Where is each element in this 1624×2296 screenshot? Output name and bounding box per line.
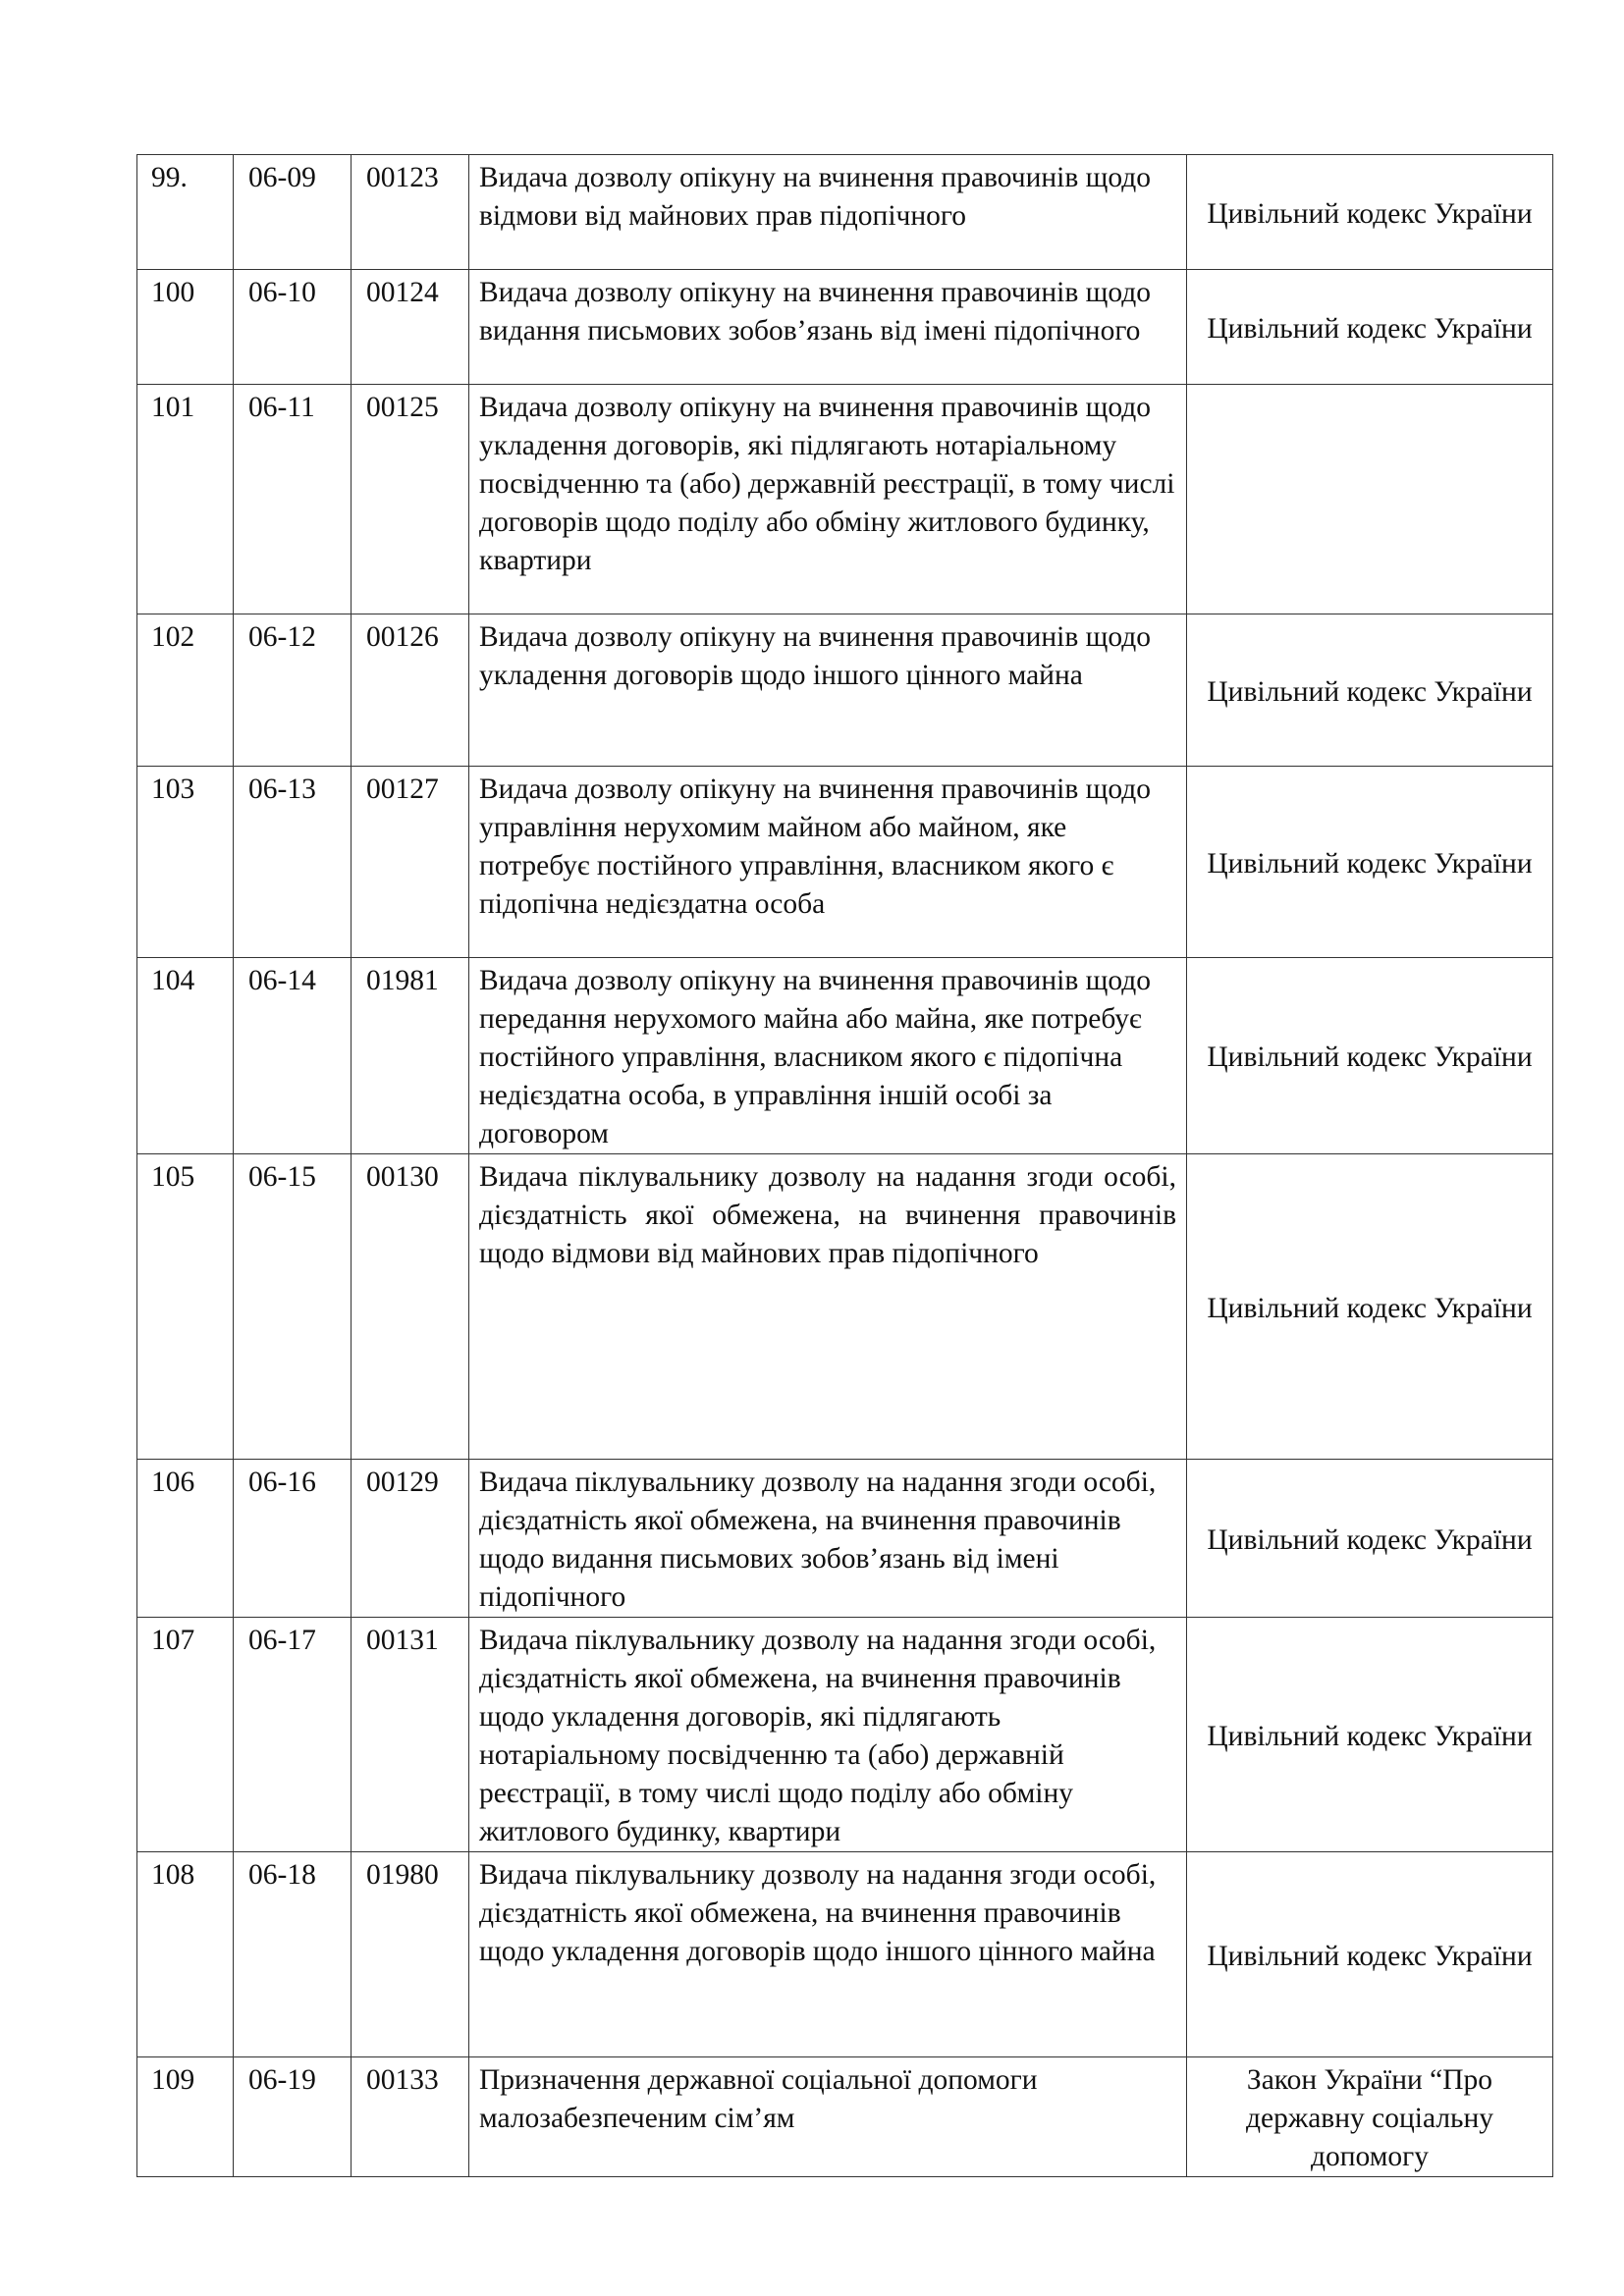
row-id: 01981 (352, 958, 469, 1154)
row-legal-basis: Закон України “Про державну соціальну допомогу (1187, 2057, 1553, 2177)
services-table (136, 154, 1553, 2177)
table-row (137, 2057, 1553, 2177)
row-legal-basis (1187, 385, 1553, 614)
row-id: 00123 (352, 155, 469, 270)
row-legal-basis: Цивільний кодекс України (1187, 155, 1553, 270)
table-row (137, 1852, 1553, 2057)
row-id: 00131 (352, 1618, 469, 1852)
table-row (137, 155, 1553, 270)
services-table-body (137, 155, 1553, 2177)
row-id: 00124 (352, 270, 469, 385)
row-id: 00125 (352, 385, 469, 614)
row-service-title: Видача дозволу опікуну на вчинення правочинів щодо укладення договорів, які підлягають нотаріальному посвідченню та (або) державній реєстрації, в тому числі договорів щодо поділу або обміну житлового будинку, квартири (469, 385, 1187, 614)
row-legal-basis: Цивільний кодекс України (1187, 1154, 1553, 1460)
row-legal-basis: Цивільний кодекс України (1187, 270, 1553, 385)
row-service-title: Видача дозволу опікуну на вчинення правочинів щодо управління нерухомим майном або майном, яке потребує постійного управління, власником якого є підопічна недієздатна особа (469, 767, 1187, 958)
row-service-title: Видача піклувальнику дозволу на надання згоди особі, дієздатність якої обмежена, на вчинення правочинів щодо укладення договорів щодо іншого цінного майна (469, 1852, 1187, 2057)
table-row (137, 1460, 1553, 1618)
row-code: 06-18 (234, 1852, 352, 2057)
row-number: 100 (137, 270, 234, 385)
row-code: 06-12 (234, 614, 352, 767)
row-service-title: Видача дозволу опікуну на вчинення правочинів щодо видання письмових зобов’язань від імені підопічного (469, 270, 1187, 385)
row-service-title: Видача піклувальнику дозволу на надання згоди особі, дієздатність якої обмежена, на вчинення правочинів щодо видання письмових зобов’язань від імені підопічного (469, 1460, 1187, 1618)
table-row (137, 385, 1553, 614)
row-number: 109 (137, 2057, 234, 2177)
row-service-title: Видача піклувальнику дозволу на надання згоди особі, дієздатність якої обмежена, на вчинення правочинів щодо відмови від майнових прав підопічного (469, 1154, 1187, 1460)
row-legal-basis: Цивільний кодекс України (1187, 1460, 1553, 1618)
row-legal-basis: Цивільний кодекс України (1187, 767, 1553, 958)
row-id: 00133 (352, 2057, 469, 2177)
row-service-title: Призначення державної соціальної допомоги малозабезпеченим сім’ям (469, 2057, 1187, 2177)
row-code: 06-14 (234, 958, 352, 1154)
row-legal-basis: Цивільний кодекс України (1187, 614, 1553, 767)
row-code: 06-13 (234, 767, 352, 958)
row-id: 00126 (352, 614, 469, 767)
row-code: 06-16 (234, 1460, 352, 1618)
row-number: 102 (137, 614, 234, 767)
row-number: 108 (137, 1852, 234, 2057)
row-legal-basis: Цивільний кодекс України (1187, 958, 1553, 1154)
table-row (137, 958, 1553, 1154)
row-number: 99. (137, 155, 234, 270)
row-code: 06-15 (234, 1154, 352, 1460)
table-row (137, 614, 1553, 767)
row-number: 101 (137, 385, 234, 614)
row-legal-basis: Цивільний кодекс України (1187, 1618, 1553, 1852)
row-legal-basis: Цивільний кодекс України (1187, 1852, 1553, 2057)
row-id: 01980 (352, 1852, 469, 2057)
row-code: 06-11 (234, 385, 352, 614)
row-service-title: Видача піклувальнику дозволу на надання згоди особі, дієздатність якої обмежена, на вчинення правочинів щодо укладення договорів, які підлягають нотаріальному посвідченню та (або) державній реєстрації, в тому числі щодо поділу або обміну житлового будинку, квартири (469, 1618, 1187, 1852)
row-number: 107 (137, 1618, 234, 1852)
row-service-title: Видача дозволу опікуну на вчинення правочинів щодо укладення договорів щодо іншого цінного майна (469, 614, 1187, 767)
row-code: 06-19 (234, 2057, 352, 2177)
row-number: 103 (137, 767, 234, 958)
row-number: 106 (137, 1460, 234, 1618)
row-service-title: Видача дозволу опікуну на вчинення правочинів щодо відмови від майнових прав підопічного (469, 155, 1187, 270)
row-id: 00130 (352, 1154, 469, 1460)
row-id: 00127 (352, 767, 469, 958)
row-code: 06-09 (234, 155, 352, 270)
row-code: 06-10 (234, 270, 352, 385)
row-number: 104 (137, 958, 234, 1154)
row-id: 00129 (352, 1460, 469, 1618)
row-number: 105 (137, 1154, 234, 1460)
row-code: 06-17 (234, 1618, 352, 1852)
table-row (137, 270, 1553, 385)
table-row (137, 1154, 1553, 1460)
table-row (137, 1618, 1553, 1852)
row-service-title: Видача дозволу опікуну на вчинення правочинів щодо передання нерухомого майна або майна, яке потребує постійного управління, власником якого є підопічна недієздатна особа, в управління іншій особі за договором (469, 958, 1187, 1154)
table-row (137, 767, 1553, 958)
